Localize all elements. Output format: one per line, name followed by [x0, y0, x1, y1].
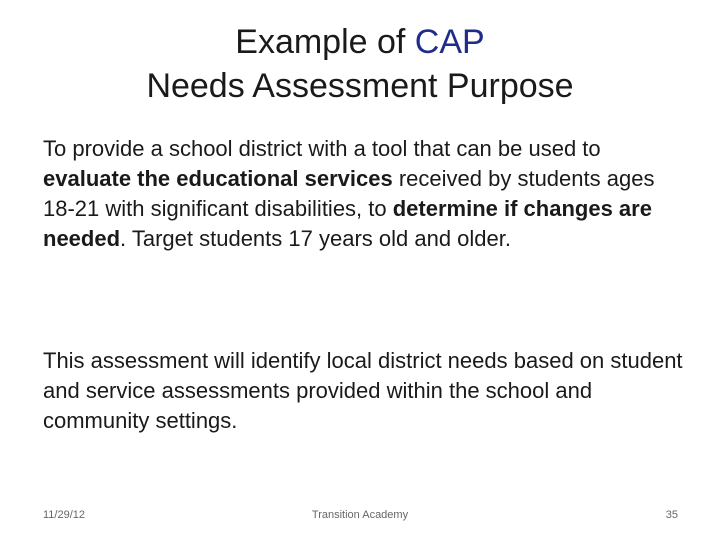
purpose-text-3: . Target students 17 years old and older. — [120, 226, 511, 251]
title-line-2: Needs Assessment Purpose — [146, 67, 574, 105]
assessment-paragraph: This assessment will identify local district needs based on student and service assessments provided within the school and community settings. — [43, 348, 683, 433]
footer-center-text: Transition Academy — [311, 509, 409, 521]
slide-title — [0, 20, 720, 108]
purpose-bold-2: determine if changes are needed — [43, 196, 652, 251]
purpose-text-2: received by students ages 18-21 with significant disabilities, to — [43, 166, 655, 221]
purpose-text-1: To provide a school district with a tool that can be used to — [43, 136, 601, 161]
purpose-bold-1: evaluate the educational services — [43, 166, 393, 191]
purpose-paragraph — [43, 134, 683, 254]
footer-page-number: 35 — [665, 509, 678, 521]
title-line-1 — [0, 20, 720, 64]
title-accent-cap: CAP — [414, 23, 485, 61]
title-prefix: Example of — [235, 23, 415, 61]
footer-date: 11/29/12 — [43, 509, 86, 521]
